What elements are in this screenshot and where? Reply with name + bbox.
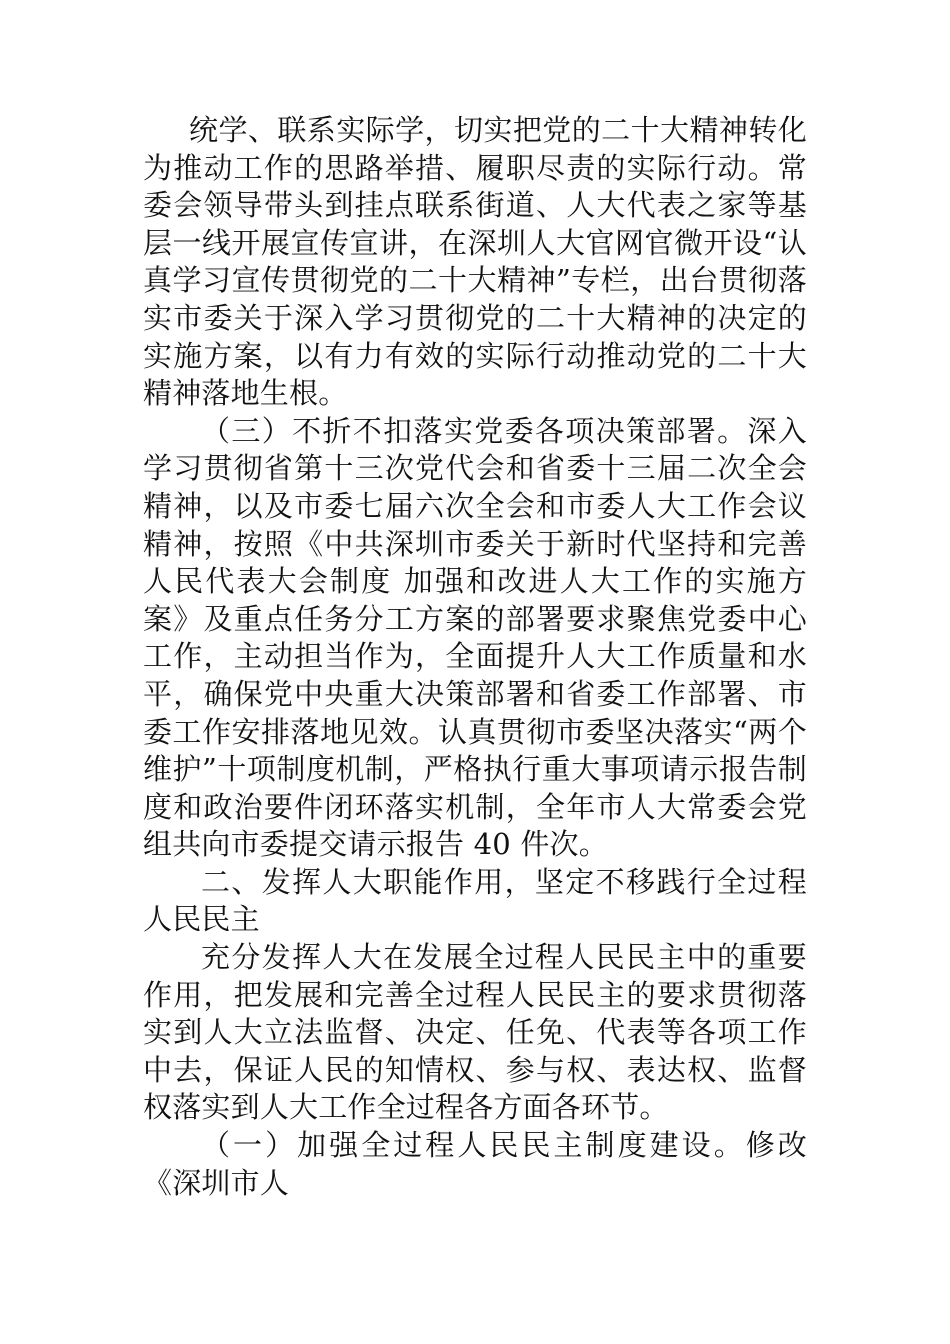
document-body (143, 112, 807, 1202)
paragraph-intro: 充分发挥人大在发展全过程人民民主中的重要作用，把发展和完善全过程人民民主的要求贯彻落实到人大立法监督、决定、任免、代表等各项工作中去，保证人民的知情权、参与权、表达权、监督权落实到人大工作全过程各方面各环节。 (143, 940, 807, 1125)
paragraph-section-three: （三）不折不扣落实党委各项决策部署。深入学习贯彻省第十三次党代会和省委十三届二次全会精神，以及市委七届六次全会和市委人大工作会议精神，按照《中共深圳市委关于新时代坚持和完善人民代表大会制度 加强和改进人大工作的实施方案》及重点任务分工方案的部署要求聚焦党委中心工作，主动担当作为，全面提升人大工作质量和水平，确保党中央重大决策部署和省委工作部署、市委工作安排落地见效。认真贯彻市委坚决落实“两个维护”十项制度机制，严格执行重大事项请示报告制度和政治要件闭环落实机制，全年市人大常委会党组共向市委提交请示报告 40 件次。 (143, 413, 807, 862)
paragraph-subsection-one: （一）加强全过程人民民主制度建设。修改《深圳市人 (143, 1128, 807, 1200)
paragraph-continued-text: 统学、联系实际学，切实把党的二十大精神转化为推动工作的思路举措、履职尽责的实际行动。常委会领导带头到挂点联系街道、人大代表之家等基层一线开展宣传宣讲，在深圳人大官网官微开设“认真学习宣传贯彻党的二十大精神”专栏，出台贯彻落实市委关于深入学习贯彻党的二十大精神的决定的实施方案，以有力有效的实际行动推动党的二十大精神落地生根。 (143, 113, 807, 411)
section-heading-two: 二、发挥人大职能作用，坚定不移践行全过程人民民主 (143, 864, 807, 937)
